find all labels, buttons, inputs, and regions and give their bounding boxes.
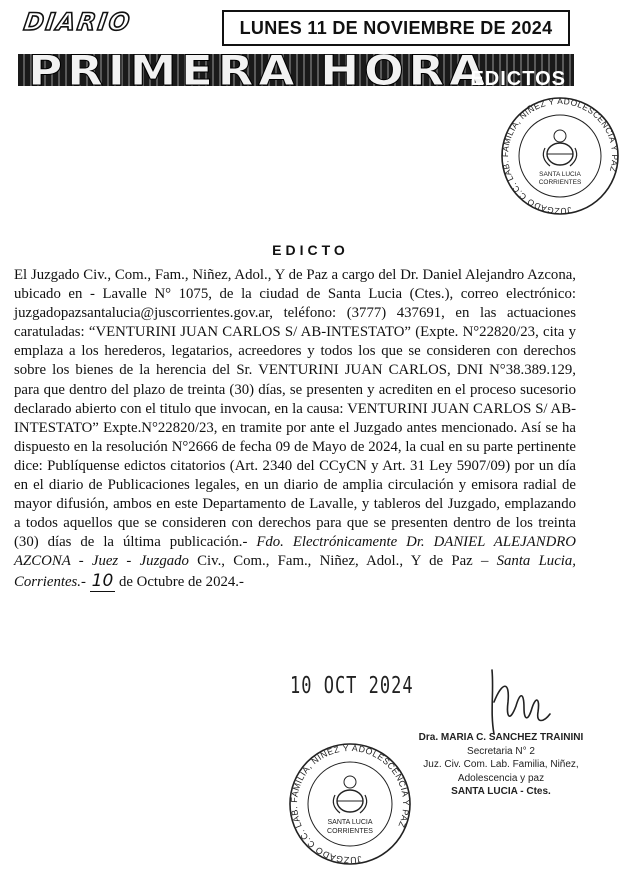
court-seal-bottom [288,730,412,880]
masthead [0,0,621,92]
seal-ring-text-bottom: JUZGADO C.C. LAB. FAMILIA, NIÑEZ Y ADOLESCENCIA Y PAZ [289,742,412,866]
signer-court-2: Adolescencia y paz [457,772,545,784]
court-seal-top [500,92,620,227]
brand-top: DIARIO [22,8,134,36]
handwritten-signature [480,662,560,742]
masthead-bar [18,54,574,86]
seal-center-line-1-bottom: SANTA LUCIA [327,819,373,826]
brand-main: PRIMERA HORA [28,54,490,86]
coat-of-arms-icon [333,776,366,813]
svg-text:JUZGADO C.C. LAB. FAMILIA, NIÑ [500,92,620,227]
document-title: EDICTO [272,242,349,258]
svg-text:JUZGADO C.C. LAB. FAMILIA, NIÑ [288,732,412,877]
coat-of-arms-icon [543,130,576,166]
seal-center-line-1: SANTA LUCIA [539,171,581,178]
signer-location: SANTA LUCIA - Ctes. [451,786,551,797]
body-end: de Octubre de 2024.- [115,573,244,590]
handwritten-day: 10 [91,570,114,591]
edict-body [14,266,576,592]
signature-block [412,731,590,799]
section-label: EDICTOS [470,68,566,86]
signer-name: Dra. MARIA C. SANCHEZ TRAININI [418,732,584,743]
body-place: Santa Lucia, Corrientes.- [14,553,576,590]
seal-center-line-2: CORRIENTES [538,179,582,186]
signer-role: Secretaria N° 2 [467,745,535,757]
seal-center-line-2-bottom: CORRIENTES [327,828,373,835]
date-box [222,10,570,46]
signer-court: Juz. Civ. Com. Lab. Familia, Niñez, [423,759,579,770]
body-signature-line: Fdo. Electrónicamente Dr. DANIEL ALEJANDRO AZCONA - Juez - Juzgado [14,534,576,570]
body-court: Civ., Com., Fam., Niñez, Adol., Y de Paz – [188,553,497,570]
received-date-stamp: 10 OCT 2024 [290,672,414,700]
seal-ring-text: JUZGADO C.C. LAB. FAMILIA, NIÑEZ Y ADOLESCENCIA Y PAZ [500,95,620,217]
body-main: El Juzgado Civ., Com., Fam., Niñez, Adol., Y de Paz a cargo del Dr. Daniel Alejandro Azcona, ubicado en - Lavalle N° 1075, de la ciudad de Santa Lucia (Ctes.), correo electrónico: juzgadopazsantalucia@juscorrientes.gov.ar, teléfono: (3777) 437691, en las actuaciones caratuladas: “VENTURINI JUAN CARLOS S/ AB-INTESTATO” (Expte. N°22820/23, cita y emplaza a los herederos, legatarios, acreedores y todos los que se consideren con derechos sobre los bienes de la herencia del Sr. VENTURINI JUAN CARLOS, DNI N°38.389.129, para que dentro del plazo de treinta (30) días, se presenten y acrediten en el proceso sucesorio declarado abierto con el titulo que invocan, en la causa: VENTURINI JUAN CARLOS S/ AB-INTESTATO” Expte.N°22820/23, en tramite por ante el Juzgado antes mencionado. Así se ha dispuesto en la resolución N°2666 de fecha 09 de Mayo de 2024, la cual en su parte pertinente dice: Publíquense edictos citatorios (Art. 2340 del CCyCN y Art. 31 Ley 5907/09) por un día en el diario de Publicaciones legales, en un diario de amplia circulación y emisora radial de mayor difusión, ambos en este Departamento de Lavalle, y tableros del Juzgado, emplazando a todos aquellos que se consideren con derechos para que se presenten dentro de los treinta (30) días de la última publicación.- [14,267,576,551]
publication-date: LUNES 11 DE NOVIEMBRE DE 2024 [239,18,553,38]
